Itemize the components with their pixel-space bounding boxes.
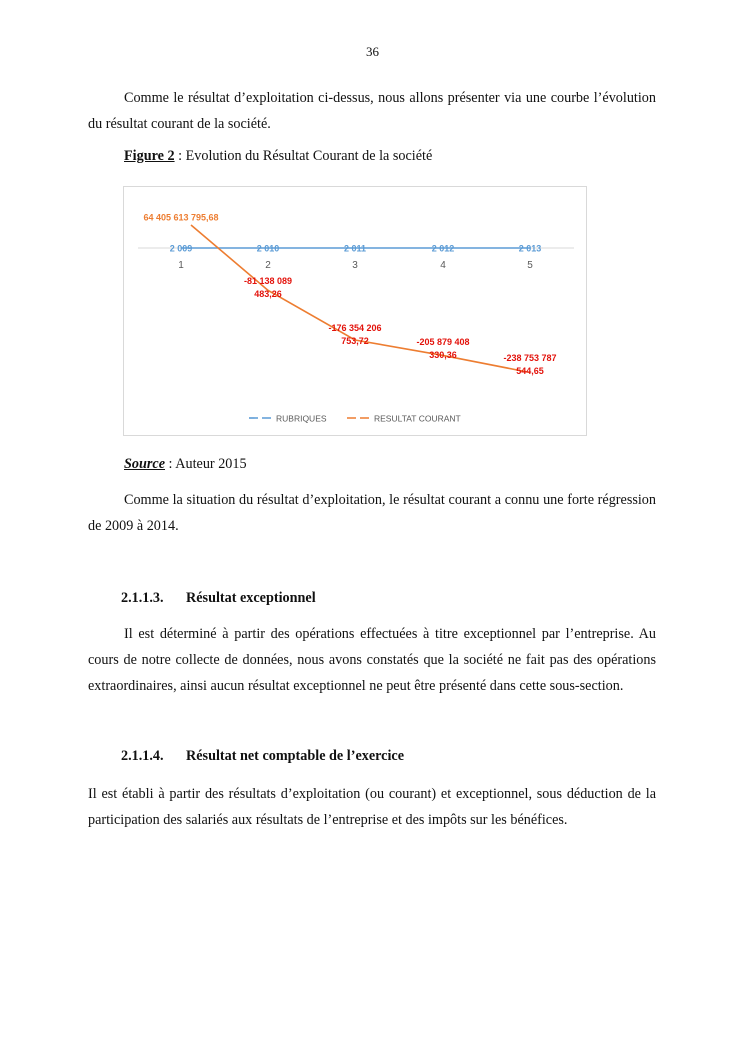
- figure-caption: [124, 148, 432, 165]
- data-label-resultat-courant-3-line-1: -176 354 206: [328, 323, 382, 333]
- data-label-rubriques-4: 2 012: [431, 243, 455, 254]
- figure-label: Figure 2: [124, 148, 175, 164]
- data-label-rubriques-1: 2 009: [169, 243, 193, 254]
- category-label-3: 3: [352, 260, 358, 271]
- data-label-resultat-courant-2-line-2: 483,26: [254, 289, 282, 299]
- data-label-resultat-courant-4-line-1: -205 879 408: [416, 337, 470, 347]
- data-label-rubriques-2: 2 010: [256, 243, 280, 254]
- category-label-4: 4: [440, 260, 446, 271]
- data-label-resultat-courant-4-line-2: 330,36: [429, 350, 457, 360]
- line-chart: [124, 187, 586, 435]
- section-title: Résultat exceptionnel: [186, 590, 316, 606]
- section-number: 2.1.1.4.: [121, 748, 164, 764]
- section-heading-2-1-1-4: [121, 748, 404, 765]
- section-2-1-1-4-paragraph: Il est établi à partir des résultats d’exploitation (ou courant) et exceptionnel, sous déduction de la participation des salariés aux résultats de l’entreprise et des impôts sur les bénéfices.: [88, 786, 656, 828]
- category-label-1: 1: [178, 260, 184, 271]
- after-chart-paragraph: Comme la situation du résultat d’exploitation, le résultat courant a connu une forte régression de 2009 à 2014.: [88, 492, 656, 534]
- intro-paragraph: Comme le résultat d’exploitation ci-dessus, nous allons présenter via une courbe l’évolution du résultat courant de la société.: [88, 90, 656, 132]
- chart-container: [123, 186, 587, 436]
- data-label-resultat-courant-1-line-1: 64 405 613 795,68: [143, 212, 219, 223]
- chart-legend: [249, 414, 461, 424]
- data-label-rubriques-3: 2 011: [343, 243, 367, 254]
- section-title: Résultat net comptable de l’exercice: [186, 748, 405, 764]
- page-number: 36: [366, 44, 379, 59]
- section-heading-2-1-1-3: [121, 590, 316, 607]
- data-label-resultat-courant-5-line-1: -238 753 787: [503, 353, 557, 363]
- data-label-rubriques-5: 2 013: [518, 243, 542, 254]
- source-text: : Auteur 2015: [165, 456, 247, 472]
- data-label-resultat-courant-2-line-1: -81 138 089: [243, 276, 293, 286]
- legend-label-resultat-courant: RESULTAT COURANT: [374, 413, 461, 424]
- source-label: Source: [124, 456, 165, 472]
- category-label-2: 2: [265, 260, 271, 271]
- section-2-1-1-3-paragraph: Il est déterminé à partir des opérations effectuées à titre exceptionnel par l’entreprise. Au cours de notre collecte de données, nous avons constatés que la société ne fait pas des opérations extraordinaires, ainsi aucun résultat exceptionnel ne peut être présenté dans cette sous-section.: [88, 626, 656, 694]
- source-note: [124, 456, 247, 473]
- category-label-5: 5: [527, 260, 533, 271]
- figure-caption-text: : Evolution du Résultat Courant de la société: [174, 148, 433, 164]
- data-label-resultat-courant-5-line-2: 544,65: [516, 366, 544, 376]
- section-number: 2.1.1.3.: [121, 590, 164, 606]
- legend-label-rubriques: RUBRIQUES: [276, 413, 327, 424]
- data-label-resultat-courant-3-line-2: 753,72: [341, 336, 369, 346]
